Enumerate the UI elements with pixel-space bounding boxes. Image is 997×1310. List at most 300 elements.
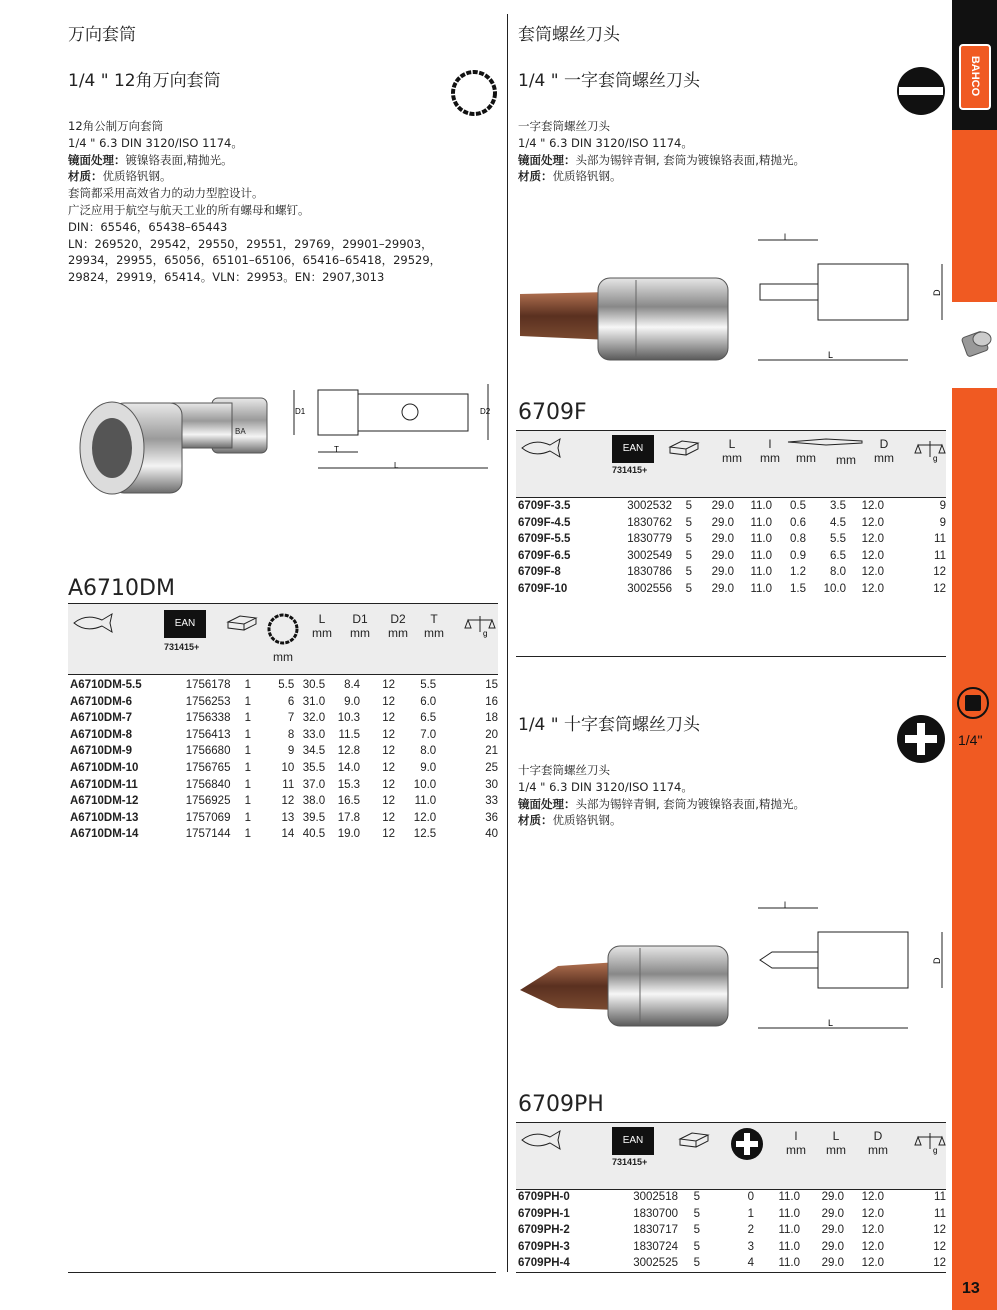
table-cell: 38.0	[302, 795, 326, 808]
table-cell: 6709F-8	[518, 566, 561, 579]
table-cell: 12.0	[861, 566, 884, 579]
table-cell: 12.0	[861, 582, 884, 595]
table-row	[70, 710, 498, 727]
table-header-6709f	[516, 430, 946, 498]
table-cell: 11.0	[778, 1207, 800, 1220]
desc-line: 一字套筒螺丝刀头	[518, 119, 610, 133]
table-cell: 12.0	[861, 516, 884, 529]
svg-text:l: l	[784, 232, 786, 242]
table-cell: 6709PH-4	[518, 1257, 570, 1270]
header-l: l mm	[760, 437, 780, 465]
desc-line: DIN：65546，65438–65443	[68, 219, 228, 234]
table-cell: 6709F-5.5	[518, 533, 571, 546]
model-title-6709ph: 6709PH	[518, 1092, 604, 1117]
column-divider	[507, 14, 508, 1272]
table-cell: 1830786	[627, 566, 672, 579]
table-cell: 30.5	[302, 679, 326, 691]
table-cell: 3.5	[830, 500, 846, 512]
ean-prefix: 731415+	[612, 465, 648, 475]
table-cell: 17.8	[337, 811, 361, 824]
table-cell: 25	[485, 761, 498, 774]
table-cell: 29.0	[711, 566, 734, 579]
table-row	[70, 677, 498, 694]
table-cell: 29.0	[711, 500, 734, 512]
table-cell: 12.0	[861, 1191, 884, 1203]
page-number: 13	[962, 1280, 980, 1297]
table-cell: A6710DM-10	[70, 761, 139, 774]
phillips-bit-photo	[518, 940, 733, 1032]
table-cell: 3002556	[627, 582, 672, 595]
table-cell: 5	[693, 1257, 700, 1270]
svg-text:BA: BA	[235, 427, 246, 436]
table-cell: 6709PH-2	[518, 1224, 570, 1237]
table-row	[70, 793, 498, 810]
table-cell: 29.0	[711, 533, 734, 546]
table-cell: 1830762	[627, 516, 672, 529]
table-cell: 11.0	[778, 1257, 800, 1270]
table-cell: 1757069	[185, 811, 231, 824]
table-cell: 11.0	[750, 533, 772, 546]
bahco-logo: BAHCO	[959, 44, 991, 110]
section-title-socket-bits: 套筒螺丝刀头	[518, 25, 620, 45]
table-cell: 4	[747, 1257, 754, 1270]
table-cell: 10.0	[823, 582, 846, 595]
table-row	[518, 1206, 946, 1223]
table-row	[518, 531, 946, 548]
table-cell: 1756253	[185, 695, 231, 708]
table-cell: 1757144	[185, 828, 231, 841]
table-cell: 1756765	[185, 761, 231, 774]
table-cell: 1	[244, 811, 252, 824]
table-cell: 11	[282, 778, 295, 791]
table-cell: 34.5	[302, 745, 326, 758]
svg-text:g: g	[483, 629, 488, 638]
desc-line: 镜面处理：头部为锡锌青铜, 套筒为镀镍铬表面,精抛光。	[518, 152, 805, 167]
table-cell: 12	[933, 1257, 946, 1270]
table-cell: 12.0	[861, 549, 884, 562]
table-cell: 14	[281, 828, 295, 841]
table-cell: 0.6	[790, 516, 806, 529]
table-cell: 12.0	[861, 500, 884, 512]
table-cell: 5	[693, 1224, 700, 1237]
table-cell: A6710DM-5.5	[70, 679, 142, 691]
table-cell: 31.0	[302, 695, 326, 708]
table-cell: 1830724	[633, 1240, 678, 1253]
ean-barcode-icon: EAN	[612, 1127, 654, 1155]
slotted-bit-drawing	[752, 230, 952, 370]
desc-line: 29934，29955，65056，65101–65106，65416–65418，29529，	[68, 253, 442, 268]
table-cell: 0	[747, 1191, 754, 1203]
table-cell: 40	[485, 828, 498, 841]
subtitle-slotted: 1/4 " 一字套筒螺丝刀头	[518, 71, 700, 91]
table-cell: 11	[934, 1207, 946, 1220]
desc-line: 十字套筒螺丝刀头	[518, 763, 610, 777]
table-cell: 1	[244, 778, 252, 791]
table-row	[70, 743, 498, 760]
table-cell: 8	[287, 728, 295, 741]
table-cell: 6709PH-0	[518, 1191, 570, 1203]
table-cell: 13	[281, 811, 295, 824]
table-cell: 1756840	[185, 778, 231, 791]
table-cell: 12	[382, 712, 396, 725]
ean-barcode-icon: EAN	[164, 610, 206, 638]
table-cell: A6710DM-12	[70, 795, 139, 808]
desc-line: 材质：优质铬钒钢。	[68, 169, 172, 184]
table-cell: 1	[244, 728, 252, 741]
desc-line: 套筒都采用高效省力的动力型腔设计。	[68, 186, 264, 201]
sidebar-brand-bg	[952, 0, 997, 130]
desc-line: 29824，29919，65414。VLN：29953。EN：2907,3013	[68, 270, 385, 285]
table-cell: 5	[693, 1207, 700, 1220]
table-cell: 12	[382, 745, 396, 758]
header-l: L mm	[312, 612, 332, 640]
header-D: D mm	[868, 1129, 888, 1157]
table-cell: 6.0	[420, 695, 437, 708]
table-cell: 12	[382, 679, 396, 691]
svg-text:l: l	[784, 900, 786, 910]
table-cell: 3	[747, 1240, 754, 1253]
slotted-bit-photo	[518, 272, 733, 364]
sidebar	[952, 0, 997, 1310]
table-cell: 29.0	[821, 1191, 844, 1203]
header-L: L mm	[722, 437, 742, 465]
header-d2: D2 mm	[388, 612, 408, 640]
table-cell: 1756925	[185, 795, 231, 808]
table-cell: 11	[934, 1191, 946, 1203]
table-cell: 18	[485, 712, 498, 725]
header-d1: D1 mm	[350, 612, 370, 640]
table-cell: 33.0	[302, 728, 326, 741]
desc-line: 1/4 " 6.3 DIN 3120/ISO 1174。	[518, 779, 693, 794]
drawing-label: D2	[480, 407, 491, 416]
table-row	[70, 727, 498, 744]
model-title-6709f: 6709F	[518, 400, 587, 425]
table-cell: 5	[693, 1191, 700, 1203]
table-row	[70, 810, 498, 827]
table-cell: 0.9	[790, 549, 806, 562]
scale-weight-icon	[464, 612, 496, 638]
scale-weight-icon	[914, 437, 946, 463]
desc-line: 广泛应用于航空与航天工业的所有螺母和螺钉。	[68, 202, 310, 217]
package-icon	[678, 1129, 710, 1151]
phillips-icon	[730, 1127, 764, 1161]
table-cell: 12	[382, 761, 396, 774]
table-cell: 1	[244, 679, 252, 691]
desc-line: 1/4 " 6.3 DIN 3120/ISO 1174。	[518, 135, 693, 150]
table-cell: 15.3	[337, 778, 361, 791]
table-cell: 3002532	[627, 500, 672, 512]
header-mm: mm	[796, 451, 816, 465]
header-t: T mm	[424, 612, 444, 640]
package-icon	[226, 612, 258, 634]
table-cell: 10.3	[337, 712, 361, 725]
table-cell: 9.0	[344, 695, 361, 708]
table-cell: 10	[281, 761, 295, 774]
table-cell: 12	[933, 566, 946, 579]
table-cell: 29.0	[821, 1257, 844, 1270]
table-cell: 6.5	[830, 549, 846, 562]
table-cell: 2	[747, 1224, 754, 1237]
table-row	[70, 777, 498, 794]
table-cell: 12	[933, 1240, 946, 1253]
table-cell: A6710DM-9	[70, 745, 132, 758]
phillips-bit-drawing	[752, 898, 952, 1038]
table-cell: 1756338	[185, 712, 231, 725]
description-phillips	[518, 762, 938, 829]
table-row	[518, 498, 946, 515]
table-cell: 40.5	[302, 828, 326, 841]
svg-text:D: D	[932, 957, 942, 964]
table-cell: A6710DM-8	[70, 728, 132, 741]
table-a6710dm	[70, 677, 498, 843]
header-mm: mm	[273, 650, 293, 664]
12-point-icon	[449, 68, 499, 118]
table-cell: 12.0	[861, 1240, 884, 1253]
desc-label: 材质：	[68, 169, 103, 184]
table-header-6709ph	[516, 1122, 946, 1190]
table-cell: 1830700	[633, 1207, 678, 1220]
table-cell: 12	[382, 795, 396, 808]
desc-line: 镜面处理：镀镍铬表面,精抛光。	[68, 152, 233, 167]
sidebar-socket-thumbnail	[952, 302, 997, 388]
table-cell: 16	[485, 695, 498, 708]
ean-prefix: 731415+	[164, 642, 200, 652]
subtitle-12pt-universal: 1/4 " 12角万向套筒	[68, 71, 221, 91]
table-cell: A6710DM-14	[70, 828, 139, 841]
table-cell: 9.0	[420, 761, 437, 774]
table-row	[70, 694, 498, 711]
table-cell: 0.8	[790, 533, 806, 546]
table-cell: 36	[485, 811, 498, 824]
table-cell: 11.0	[778, 1240, 800, 1253]
table-cell: 9	[939, 516, 946, 529]
table-row	[518, 1189, 946, 1206]
table-cell: 6709F-6.5	[518, 549, 571, 562]
table-cell: 6709F-10	[518, 582, 568, 595]
table-cell: 1	[244, 695, 252, 708]
table-cell: 12	[933, 582, 946, 595]
table-cell: 0.5	[790, 500, 806, 512]
universal-socket-photo	[72, 378, 272, 508]
table-cell: 12	[281, 795, 295, 808]
table-row	[518, 1222, 946, 1239]
desc-line: 1/4 " 6.3 DIN 3120/ISO 1174。	[68, 135, 243, 150]
table-cell: 3002549	[627, 549, 672, 562]
table-cell: 19.0	[337, 828, 361, 841]
table-cell: 29.0	[821, 1240, 844, 1253]
drawing-label: D1	[295, 407, 306, 416]
table-cell: 11.0	[414, 795, 437, 808]
fish-icon	[518, 437, 563, 459]
table-cell: 11.0	[750, 549, 772, 562]
table-cell: 12	[382, 811, 396, 824]
table-cell: 15	[485, 679, 498, 691]
table-cell: 3002518	[633, 1191, 678, 1203]
divider	[516, 656, 946, 657]
table-cell: 9	[287, 745, 295, 758]
table-cell: 5	[685, 549, 692, 562]
table-cell: 8.0	[420, 745, 437, 758]
description-universal	[68, 118, 488, 286]
table-cell: 5.5	[278, 679, 295, 691]
drawing-label: T	[334, 445, 339, 454]
table-row	[518, 564, 946, 581]
table-cell: 12	[382, 828, 396, 841]
desc-line: 镜面处理：头部为锡锌青铜, 套筒为镀镍铬表面,精抛光。	[518, 796, 805, 811]
table-cell: 12	[382, 728, 396, 741]
table-cell: 5	[685, 582, 692, 595]
desc-line: 材质：优质铬钒钢。	[518, 813, 622, 828]
table-cell: 3002525	[633, 1257, 678, 1270]
table-cell: 1	[244, 828, 252, 841]
table-cell: 9	[939, 500, 946, 512]
table-row	[518, 515, 946, 532]
drive-size-label: 1/4"	[958, 732, 983, 748]
table-cell: 1756413	[185, 728, 231, 741]
table-cell: 29.0	[821, 1224, 844, 1237]
table-cell: 12	[382, 695, 396, 708]
table-row	[518, 581, 946, 598]
table-cell: 6709F-3.5	[518, 500, 571, 512]
table-cell: 6	[287, 695, 295, 708]
table-cell: A6710DM-6	[70, 695, 132, 708]
table-cell: 29.0	[711, 549, 734, 562]
table-6709f	[518, 498, 946, 598]
table-cell: 39.5	[302, 811, 326, 824]
divider	[68, 1272, 496, 1273]
table-cell: 12	[933, 1224, 946, 1237]
table-cell: 11.0	[778, 1224, 800, 1237]
header-L: L mm	[826, 1129, 846, 1157]
table-cell: 12.8	[337, 745, 361, 758]
table-cell: 11	[934, 549, 946, 562]
subtitle-phillips: 1/4 " 十字套筒螺丝刀头	[518, 715, 700, 735]
header-mm: mm	[836, 453, 856, 467]
table-row	[70, 826, 498, 843]
divider	[516, 1272, 946, 1273]
table-cell: 6709PH-3	[518, 1240, 570, 1253]
table-cell: 1.2	[790, 566, 806, 579]
table-cell: A6710DM-11	[70, 778, 138, 791]
table-cell: 5	[693, 1240, 700, 1253]
svg-text:g: g	[933, 454, 938, 463]
table-cell: 11.0	[750, 516, 772, 529]
table-cell: 1	[747, 1207, 754, 1220]
table-cell: 37.0	[302, 778, 326, 791]
table-cell: 6.5	[420, 712, 437, 725]
table-row	[518, 548, 946, 565]
table-cell: 35.5	[302, 761, 326, 774]
table-cell: 11.0	[778, 1191, 800, 1203]
table-cell: 1	[244, 745, 252, 758]
table-cell: 11	[934, 533, 946, 546]
table-cell: 12	[382, 778, 396, 791]
blade-icon	[786, 435, 864, 449]
svg-text:D: D	[932, 289, 942, 296]
slotted-icon	[896, 66, 946, 116]
table-cell: 32.0	[302, 712, 326, 725]
table-cell: 12.5	[413, 828, 437, 841]
fish-icon	[518, 1129, 563, 1151]
table-cell: 30	[485, 778, 498, 791]
table-cell: 5	[685, 500, 692, 512]
table-cell: 7.0	[420, 728, 437, 741]
table-cell: 12.0	[861, 533, 884, 546]
drawing-label: L	[394, 461, 399, 470]
table-cell: 6709PH-1	[518, 1207, 570, 1220]
table-cell: 1.5	[790, 582, 806, 595]
table-cell: 14.0	[337, 761, 361, 774]
table-cell: 12.0	[861, 1224, 884, 1237]
svg-text:g: g	[933, 1146, 938, 1155]
table-cell: 1	[244, 761, 252, 774]
table-cell: 29.0	[821, 1207, 844, 1220]
table-cell: 11.0	[750, 582, 772, 595]
table-row	[518, 1239, 946, 1256]
header-D: D mm	[874, 437, 894, 465]
table-cell: 6709F-4.5	[518, 516, 571, 529]
section-title-universal-sockets: 万向套筒	[68, 25, 136, 45]
table-cell: 1	[244, 712, 252, 725]
table-row	[518, 1255, 946, 1272]
table-cell: 11.0	[750, 566, 772, 579]
table-cell: 7	[287, 712, 295, 725]
socket-icon	[952, 302, 997, 388]
table-cell: 5.5	[420, 679, 437, 691]
description-slotted	[518, 118, 938, 185]
table-cell: 1756680	[185, 745, 231, 758]
table-cell: 12.0	[861, 1207, 884, 1220]
12-point-icon	[266, 612, 300, 646]
desc-line: 材质：优质铬钒钢。	[518, 169, 622, 184]
table-cell: 8.4	[344, 679, 361, 691]
table-cell: 29.0	[711, 516, 734, 529]
svg-text:L: L	[828, 1018, 834, 1028]
table-cell: 1	[244, 795, 252, 808]
table-cell: A6710DM-7	[70, 712, 132, 725]
table-cell: 5	[685, 533, 692, 546]
ean-barcode-icon: EAN	[612, 435, 654, 463]
table-cell: 20	[485, 728, 498, 741]
table-cell: 1830717	[633, 1224, 678, 1237]
package-icon	[668, 437, 700, 459]
table-cell: 10.0	[413, 778, 437, 791]
desc-label: 镜面处理：	[68, 152, 126, 167]
universal-socket-drawing	[290, 380, 495, 475]
header-l: l mm	[786, 1129, 806, 1157]
ean-prefix: 731415+	[612, 1157, 648, 1167]
table-cell: 4.5	[830, 516, 846, 529]
square-drive-icon	[956, 686, 990, 720]
table-6709ph	[518, 1189, 946, 1272]
table-cell: 16.5	[337, 795, 361, 808]
table-cell: 5.5	[830, 533, 846, 546]
table-cell: 21	[485, 745, 498, 758]
fish-icon	[70, 612, 115, 634]
desc-line: LN：269520，29542，29550，29551，29769，29901–29903，	[68, 236, 433, 251]
scale-weight-icon	[914, 1129, 946, 1155]
table-cell: 12.0	[861, 1257, 884, 1270]
table-header-a6710dm	[68, 603, 498, 675]
table-row	[70, 760, 498, 777]
table-cell: 12.0	[413, 811, 437, 824]
table-cell: 11.5	[338, 728, 361, 741]
svg-text:L: L	[828, 350, 834, 360]
desc-line: 12角公制万向套筒	[68, 119, 164, 133]
table-cell: 11.0	[750, 500, 772, 512]
table-cell: 8.0	[830, 566, 846, 579]
table-cell: 33	[485, 795, 498, 808]
